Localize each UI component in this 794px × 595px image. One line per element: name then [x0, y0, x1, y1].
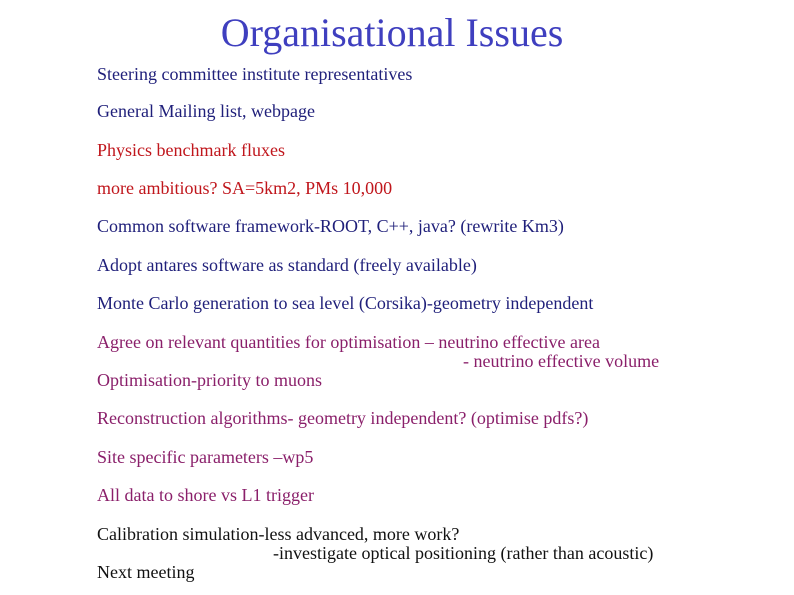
list-item-effective-volume: - neutrino effective volume: [463, 351, 660, 371]
list-item-data-to-shore: All data to shore vs L1 trigger: [97, 485, 314, 505]
list-item-ambitious: more ambitious? SA=5km2, PMs 10,000: [97, 178, 393, 198]
slide-title: Organisational Issues: [220, 10, 564, 55]
list-item-site-parameters: Site specific parameters –wp5: [97, 447, 314, 467]
list-item-relevant-quantities: Agree on relevant quantities for optimisation – neutrino effective area: [97, 332, 600, 352]
list-item-reconstruction: Reconstruction algorithms- geometry independent? (optimise pdfs?): [97, 408, 589, 428]
list-item-steering: Steering committee institute representatives: [97, 64, 413, 84]
list-item-monte-carlo: Monte Carlo generation to sea level (Corsika)-geometry independent: [97, 293, 594, 313]
list-item-software-framework: Common software framework-ROOT, C++, java? (rewrite Km3): [97, 216, 564, 236]
list-item-muons: Optimisation-priority to muons: [97, 370, 322, 390]
list-item-antares: Adopt antares software as standard (freely available): [97, 255, 477, 275]
list-item-next-meeting: Next meeting: [97, 562, 195, 582]
list-item-mailing: General Mailing list, webpage: [97, 101, 315, 121]
list-item-optical-positioning: -investigate optical positioning (rather than acoustic): [273, 543, 654, 563]
list-item-benchmark: Physics benchmark fluxes: [97, 140, 285, 160]
list-item-calibration: Calibration simulation-less advanced, more work?: [97, 524, 460, 544]
